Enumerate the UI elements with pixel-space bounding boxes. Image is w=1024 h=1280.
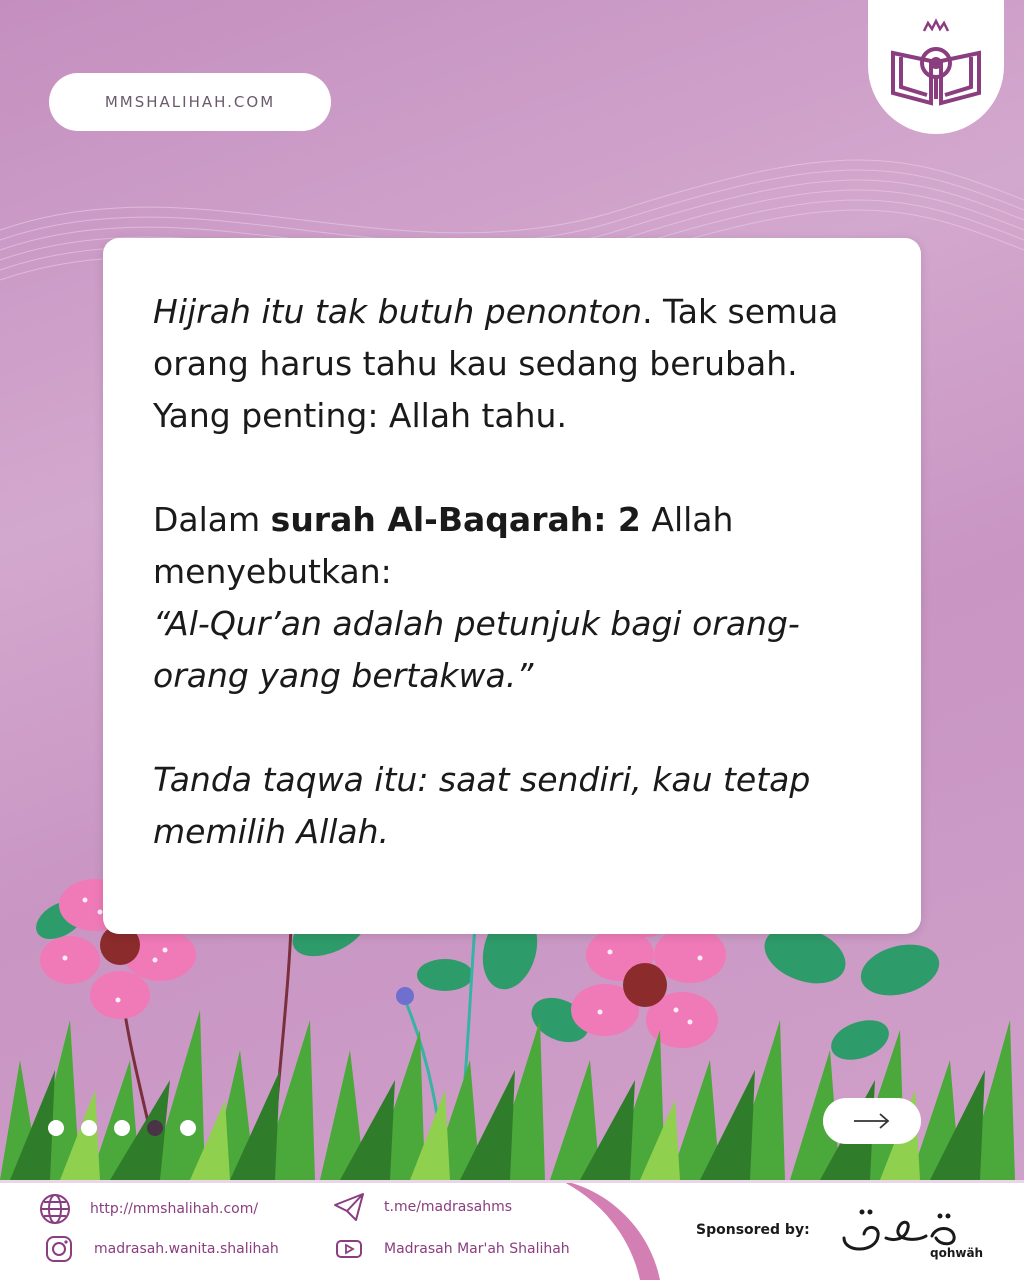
next-slide-button[interactable] — [823, 1098, 921, 1144]
page-dot-1[interactable] — [48, 1120, 64, 1136]
page-dot-5[interactable] — [180, 1120, 196, 1136]
footer-instagram[interactable] — [42, 1232, 279, 1266]
quran-quote: “Al-Qur’an adalah petunjuk bagi orang-orang yang bertakwa.” — [153, 604, 800, 695]
telegram-icon — [332, 1190, 366, 1224]
footer-telegram[interactable] — [332, 1190, 512, 1224]
page-dot-4-active[interactable] — [147, 1120, 163, 1136]
page-dot-3[interactable] — [114, 1120, 130, 1136]
paragraph-3-post: Allah menyebutkan: — [153, 500, 734, 591]
italic-phrase: Hijrah itu tak butuh penonton — [153, 292, 643, 331]
page-dot-2[interactable] — [81, 1120, 97, 1136]
footer-bar — [0, 1180, 1024, 1280]
sponsor-label: Sponsored by: — [696, 1222, 810, 1238]
instagram-handle[interactable]: madrasah.wanita.shalihah — [94, 1241, 279, 1257]
footer-website[interactable] — [38, 1192, 258, 1226]
telegram-link[interactable]: t.me/madrasahms — [384, 1199, 513, 1215]
instagram-icon — [42, 1232, 76, 1266]
card-content — [153, 286, 853, 858]
paragraph-1-rest: . Tak semua orang harus tahu kau sedang berubah. — [153, 292, 839, 383]
site-url-text: MMSHALIHAH.COM — [104, 93, 276, 111]
youtube-icon — [332, 1232, 366, 1266]
quote-card — [103, 238, 921, 934]
sponsor-name: qohwäh — [930, 1246, 984, 1260]
globe-icon — [38, 1192, 72, 1226]
paragraph-2: Yang penting: Allah tahu. — [153, 396, 567, 435]
website-link[interactable]: http://mmshalihah.com/ — [90, 1201, 259, 1217]
paragraph-1 — [153, 286, 853, 390]
paragraph-3-pre: Dalam — [153, 500, 271, 539]
youtube-channel[interactable]: Madrasah Mar'ah Shalihah — [384, 1241, 570, 1257]
brand-logo-badge — [868, 0, 1004, 134]
logo-icon — [881, 17, 991, 117]
footer-youtube[interactable] — [332, 1232, 570, 1266]
arrow-right-icon — [852, 1111, 892, 1131]
site-url-pill[interactable] — [49, 73, 331, 131]
surah-reference: surah Al-Baqarah: 2 — [270, 500, 641, 539]
carousel-pagination — [48, 1120, 196, 1136]
paragraph-3 — [153, 494, 853, 598]
closing-statement: Tanda taqwa itu: saat sendiri, kau tetap memilih Allah. — [153, 760, 811, 851]
